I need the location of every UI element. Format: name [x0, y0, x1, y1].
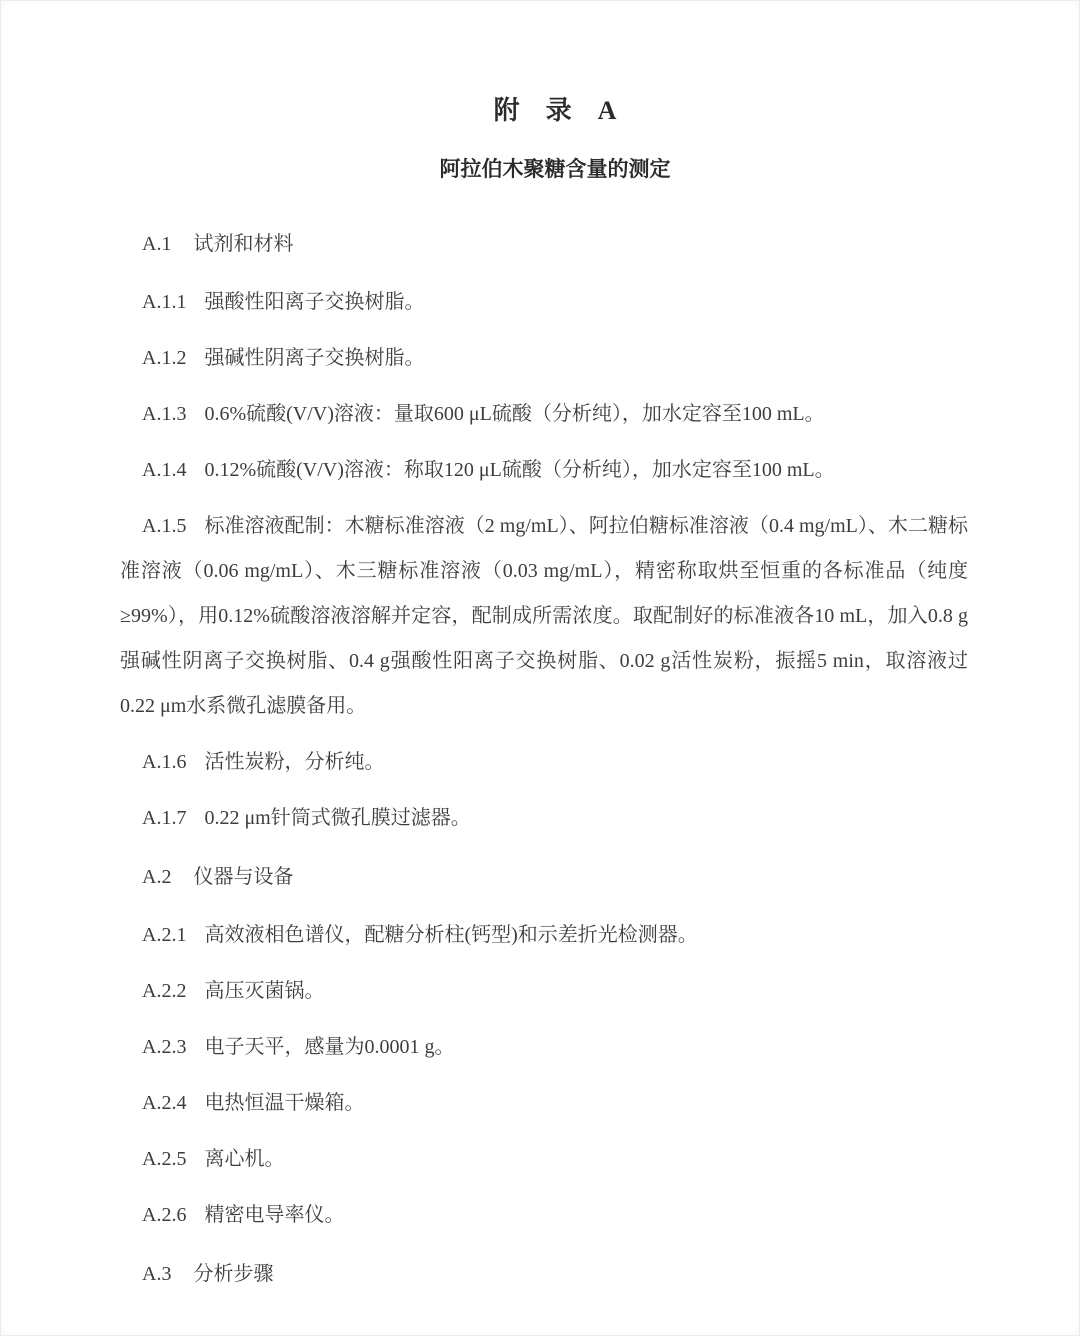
document-subtitle: 阿拉伯木聚糖含量的测定	[439, 157, 671, 181]
clause-text: 0.22 μm针筒式微孔膜过滤器。	[204, 807, 471, 829]
section-body-a2	[142, 913, 968, 1238]
section-number: A.2	[142, 866, 172, 888]
appendix-title: 附 录 A	[493, 96, 617, 125]
clause-a1-1	[142, 280, 968, 325]
clause-a1-3	[142, 392, 968, 437]
clause-a2-1	[142, 913, 968, 958]
clause-number: A.2.3	[142, 1036, 187, 1058]
section-heading-a1	[142, 222, 968, 267]
clause-text: 高压灭菌锅。	[204, 980, 325, 1002]
clause-number: A.1.4	[142, 459, 187, 481]
clause-number: A.1.5	[142, 515, 187, 537]
clause-number: A.1.2	[142, 347, 187, 369]
clause-text: 标准溶液配制：木糖标准溶液（2 mg/mL）、阿拉伯糖标准溶液（0.4 mg/mL）、木二糖标准溶液（0.06 mg/mL）、木三糖标准溶液（0.03 mg/mL），精密称取烘至恒重的各标准品（纯度≥99%），用0.12%硫酸溶液溶解并定容，配制成所需浓度。取配制好的标准液各10 mL，加入0.8 g强碱性阴离子交换树脂、0.4 g强酸性阳离子交换树脂、0.02 g活性炭粉，振摇5 min，取溶液过0.22 μm水系微孔滤膜备用。	[120, 515, 968, 717]
section-number: A.1	[142, 233, 172, 255]
clause-text: 0.12%硫酸(V/V)溶液：称取120 μL硫酸（分析纯），加水定容至100 mL。	[204, 459, 835, 481]
section-number: A.3	[142, 1263, 172, 1285]
clause-a1-2	[142, 336, 968, 381]
section-heading-a3	[142, 1252, 968, 1297]
section-body-a1	[120, 280, 968, 841]
clause-a1-6	[142, 740, 968, 785]
clause-a2-6	[142, 1193, 968, 1238]
clause-number: A.1.1	[142, 291, 187, 313]
clause-a1-5	[120, 504, 968, 729]
clause-a1-7	[142, 796, 968, 841]
clause-text: 高效液相色谱仪，配糖分析柱(钙型)和示差折光检测器。	[204, 924, 698, 946]
clause-number: A.2.1	[142, 924, 187, 946]
section-title: 仪器与设备	[193, 866, 294, 888]
clause-text: 强碱性阴离子交换树脂。	[204, 347, 425, 369]
clause-number: A.1.7	[142, 807, 187, 829]
clause-a1-4	[142, 448, 968, 493]
section-title: 分析步骤	[193, 1263, 274, 1285]
section-heading-a2	[142, 855, 968, 900]
section-title: 试剂和材料	[193, 233, 294, 255]
clause-a2-2	[142, 969, 968, 1014]
clause-number: A.1.6	[142, 751, 187, 773]
clause-number: A.2.2	[142, 980, 187, 1002]
clause-text: 电热恒温干燥箱。	[204, 1092, 365, 1114]
clause-a2-4	[142, 1081, 968, 1126]
clause-number: A.1.3	[142, 403, 187, 425]
clause-text: 强酸性阳离子交换树脂。	[204, 291, 425, 313]
clause-a2-5	[142, 1137, 968, 1182]
clause-text: 0.6%硫酸(V/V)溶液：量取600 μL硫酸（分析纯），加水定容至100 mL。	[204, 403, 825, 425]
clause-text: 活性炭粉，分析纯。	[204, 751, 385, 773]
clause-text: 精密电导率仪。	[204, 1204, 345, 1226]
clause-a2-3	[142, 1025, 968, 1070]
clause-text: 离心机。	[204, 1148, 285, 1170]
clause-number: A.2.4	[142, 1092, 187, 1114]
clause-number: A.2.6	[142, 1204, 187, 1226]
clause-text: 电子天平，感量为0.0001 g。	[204, 1036, 455, 1058]
clause-number: A.2.5	[142, 1148, 187, 1170]
